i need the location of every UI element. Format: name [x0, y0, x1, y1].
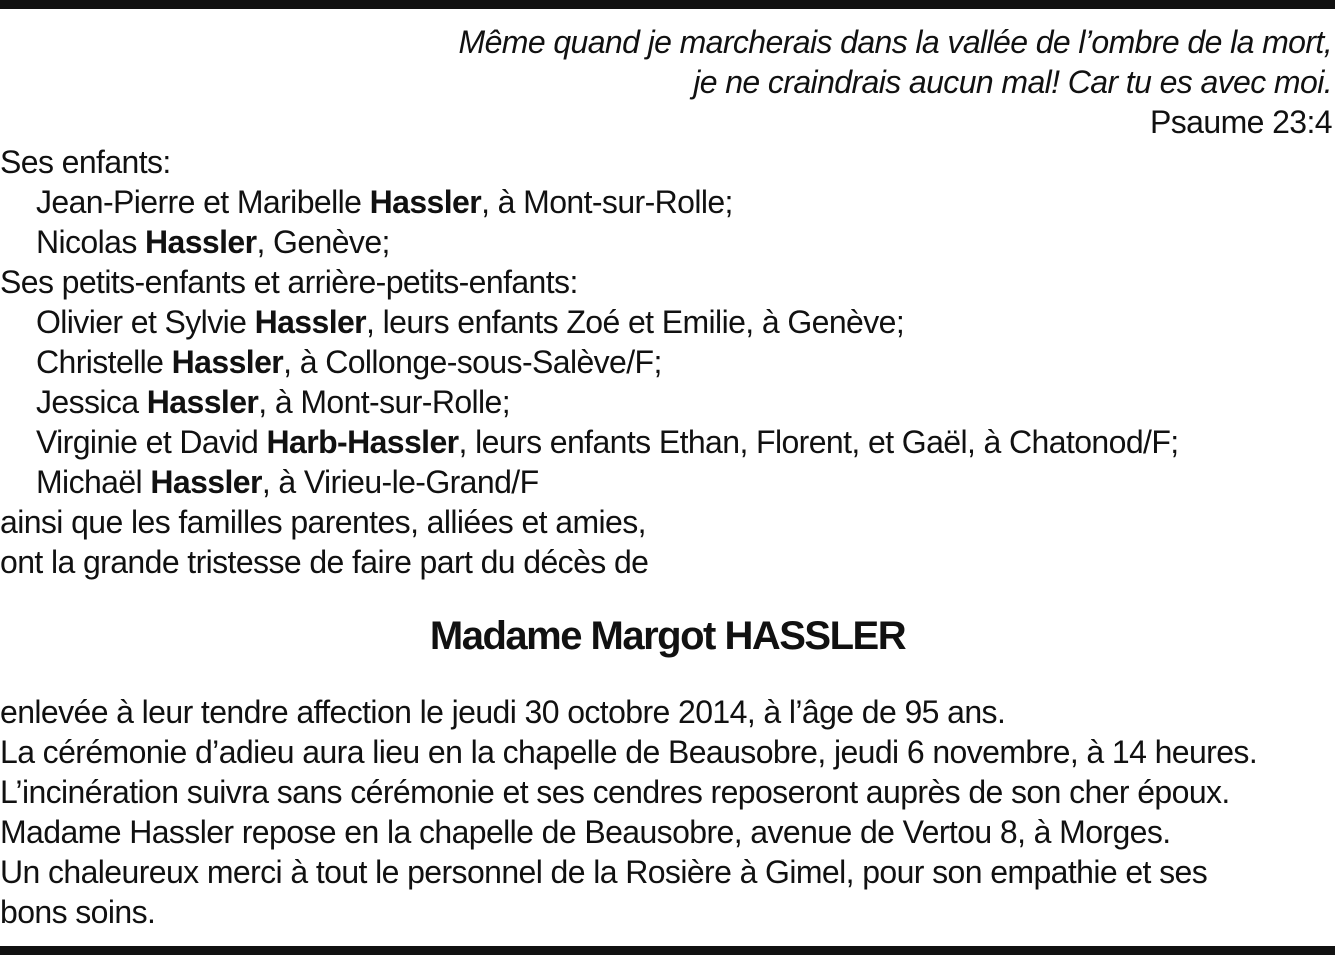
bottom-rule [0, 946, 1335, 955]
detail-line: L’incinération suivra sans cérémonie et ses cendres reposeront auprès de son cher époux. [0, 774, 1230, 810]
families-line: ainsi que les familles parentes, alliées et amies, [0, 504, 646, 540]
surname: Hassler [369, 184, 482, 220]
detail-line: bons soins. [0, 894, 156, 930]
child-entry: Nicolas Hassler, Genève; [36, 224, 390, 260]
detail-line: Un chaleureux merci à tout le personnel de la Rosière à Gimel, pour son empathie et ses [0, 854, 1208, 890]
top-rule [0, 0, 1335, 9]
children-heading: Ses enfants: [0, 144, 171, 180]
epigraph-line-2: je ne craindrais aucun mal! Car tu es avec moi. [693, 64, 1332, 100]
grandchild-entry: Michaël Hassler, à Virieu-le-Grand/F [36, 464, 539, 500]
detail-line: La cérémonie d’adieu aura lieu en la chapelle de Beausobre, jeudi 6 novembre, à 14 heures. [0, 734, 1258, 770]
surname: Hassler [145, 224, 257, 260]
detail-line: Madame Hassler repose en la chapelle de Beausobre, avenue de Vertou 8, à Morges. [0, 814, 1171, 850]
deceased-name: Madame Margot HASSLER [429, 614, 906, 658]
grandchild-entry: Christelle Hassler, à Collonge-sous-Salève/F; [36, 344, 662, 380]
surname: Hassler [150, 464, 262, 500]
detail-line: enlevée à leur tendre affection le jeudi 30 octobre 2014, à l’âge de 95 ans. [0, 694, 1006, 730]
surname: Hassler [171, 344, 284, 380]
grandchild-entry: Virginie et David Harb-Hassler, leurs enfants Ethan, Florent, et Gaël, à Chatonod/F; [36, 424, 1179, 460]
surname: Hassler [254, 304, 367, 340]
surname: Harb-Hassler [266, 424, 459, 460]
grandchild-entry: Jessica Hassler, à Mont-sur-Rolle; [36, 384, 511, 420]
announcement-line: ont la grande tristesse de faire part du décès de [0, 544, 649, 580]
grandchildren-heading: Ses petits-enfants et arrière-petits-enfants: [0, 264, 578, 300]
grandchild-entry: Olivier et Sylvie Hassler, leurs enfants Zoé et Emilie, à Genève; [36, 304, 905, 340]
epigraph-reference: Psaume 23:4 [1150, 104, 1332, 140]
epigraph-line-1: Même quand je marcherais dans la vallée de l’ombre de la mort, [458, 24, 1332, 60]
child-entry: Jean-Pierre et Maribelle Hassler, à Mont-sur-Rolle; [36, 184, 733, 220]
surname: Hassler [146, 384, 259, 420]
